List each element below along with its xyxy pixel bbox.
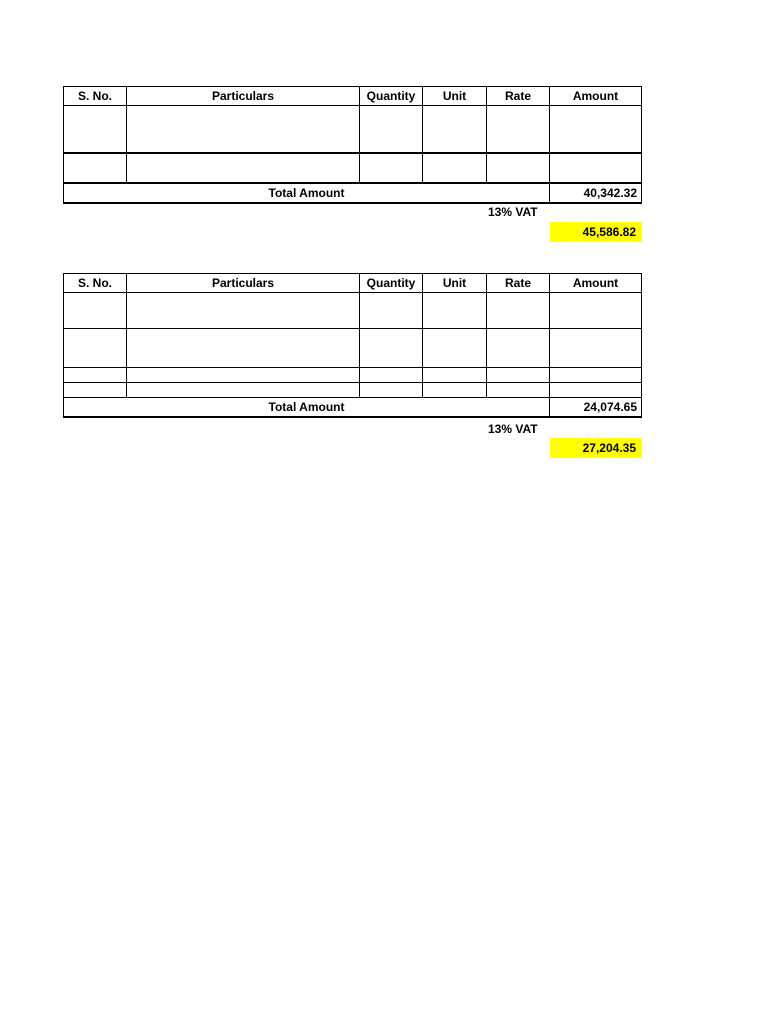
vat-label: 13% VAT (488, 205, 538, 219)
invoice-table-1 (63, 86, 642, 204)
cell-rate (487, 106, 550, 153)
vat-label: 13% VAT (488, 422, 538, 436)
total-label: Total Amount (64, 398, 550, 418)
header-unit: Unit (423, 274, 487, 293)
invoice-table-2 (63, 273, 642, 418)
cell-particulars (127, 153, 360, 183)
table-row (64, 293, 642, 329)
header-row (64, 274, 642, 293)
cell-rate (487, 368, 550, 383)
cell-unit (423, 383, 487, 398)
cell-rate (487, 329, 550, 368)
table-row (64, 106, 642, 153)
cell-quantity (360, 383, 423, 398)
header-quantity: Quantity (360, 274, 423, 293)
cell-sno (64, 153, 127, 183)
cell-unit (423, 293, 487, 329)
cell-unit (423, 153, 487, 183)
cell-particulars (127, 293, 360, 329)
header-particulars: Particulars (127, 87, 360, 106)
cell-amount (550, 329, 642, 368)
cell-rate (487, 383, 550, 398)
total-row (64, 183, 642, 203)
header-amount: Amount (550, 274, 642, 293)
cell-rate (487, 153, 550, 183)
cell-amount (550, 153, 642, 183)
header-amount: Amount (550, 87, 642, 106)
cell-sno (64, 329, 127, 368)
cell-sno (64, 106, 127, 153)
cell-unit (423, 329, 487, 368)
total-row (64, 398, 642, 418)
cell-particulars (127, 368, 360, 383)
header-unit: Unit (423, 87, 487, 106)
cell-quantity (360, 368, 423, 383)
table-row (64, 383, 642, 398)
header-row (64, 87, 642, 106)
table-row (64, 153, 642, 183)
cell-sno (64, 383, 127, 398)
cell-sno (64, 368, 127, 383)
total-label: Total Amount (64, 183, 550, 203)
table-row (64, 368, 642, 383)
header-sno: S. No. (64, 274, 127, 293)
cell-unit (423, 106, 487, 153)
cell-quantity (360, 153, 423, 183)
cell-sno (64, 293, 127, 329)
total-amount: 24,074.65 (550, 398, 642, 418)
cell-unit (423, 368, 487, 383)
cell-particulars (127, 329, 360, 368)
grand-total: 45,586.82 (550, 222, 642, 242)
header-particulars: Particulars (127, 274, 360, 293)
header-sno: S. No. (64, 87, 127, 106)
cell-particulars (127, 106, 360, 153)
total-amount: 40,342.32 (550, 183, 642, 203)
cell-rate (487, 293, 550, 329)
cell-amount (550, 383, 642, 398)
cell-amount (550, 106, 642, 153)
header-rate: Rate (487, 274, 550, 293)
header-quantity: Quantity (360, 87, 423, 106)
cell-amount (550, 368, 642, 383)
grand-total: 27,204.35 (550, 438, 642, 458)
cell-particulars (127, 383, 360, 398)
cell-amount (550, 293, 642, 329)
cell-quantity (360, 293, 423, 329)
header-rate: Rate (487, 87, 550, 106)
table-row (64, 329, 642, 368)
cell-quantity (360, 329, 423, 368)
cell-quantity (360, 106, 423, 153)
